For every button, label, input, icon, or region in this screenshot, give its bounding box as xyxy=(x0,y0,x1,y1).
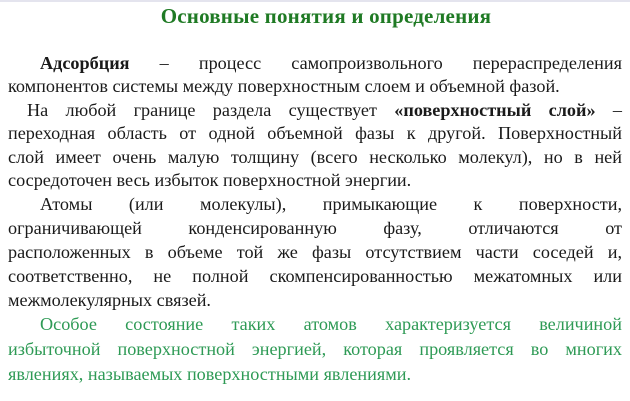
slide-body xyxy=(8,52,622,388)
body-text: На любой границе раздела существует xyxy=(27,99,395,120)
text-line xyxy=(8,241,622,265)
text-line xyxy=(8,338,622,363)
body-text: ограничивающей конденсированную фазу, отличаются от xyxy=(8,218,622,239)
text-line xyxy=(8,193,622,217)
text-line xyxy=(8,265,622,289)
body-text: – xyxy=(595,99,623,120)
text-line xyxy=(8,217,622,241)
text-line xyxy=(8,289,622,313)
paragraph-surface-energy-note xyxy=(8,313,622,388)
body-text: слой имеет очень малую толщину (всего несколько молекул), но в ней xyxy=(8,146,622,167)
text-line xyxy=(8,75,622,98)
highlight-text: явлениях, называемых поверхностными явлениями. xyxy=(8,364,412,385)
term-surface-layer: «поверхностный слой» xyxy=(394,99,596,120)
highlight-text: Особое состояние таких атомов характеризуется величиной xyxy=(40,314,622,335)
text-line xyxy=(8,122,622,145)
text-line xyxy=(8,52,622,75)
body-text: сосредоточен весь избыток поверхностной энергии. xyxy=(8,169,412,190)
definition-text: – процесс самопроизвольного перераспределения xyxy=(129,53,622,73)
body-text: Атомы (или молекулы), примыкающие к поверхности, xyxy=(40,194,622,215)
text-line xyxy=(8,169,622,192)
slide-title: Основные понятия и определения xyxy=(160,4,492,28)
text-line xyxy=(8,313,622,338)
text-line xyxy=(8,99,622,122)
body-text: переходная область от одной объемной фазы к другой. Поверхностный xyxy=(8,123,622,144)
text-line xyxy=(8,146,622,169)
highlight-text: избыточной поверхностной энергией, которая проявляется во многих xyxy=(8,339,622,360)
body-text: расположенных в объеме той же фазы отсутствием части соседей и, xyxy=(8,242,622,263)
body-text: межмолекулярных связей. xyxy=(8,290,211,311)
top-border-rule xyxy=(0,0,630,2)
paragraph-surface-layer xyxy=(8,99,622,193)
paragraph-atoms-at-surface xyxy=(8,193,622,313)
term-adsorption: Адсорбция xyxy=(40,53,130,73)
body-text: соответственно, не полной скомпенсированностью межатомных или xyxy=(8,266,622,287)
text-line xyxy=(8,363,622,388)
paragraph-adsorption-definition xyxy=(8,52,622,99)
definition-text: компонентов системы между поверхностным слоем и объемной фазой. xyxy=(8,76,560,97)
